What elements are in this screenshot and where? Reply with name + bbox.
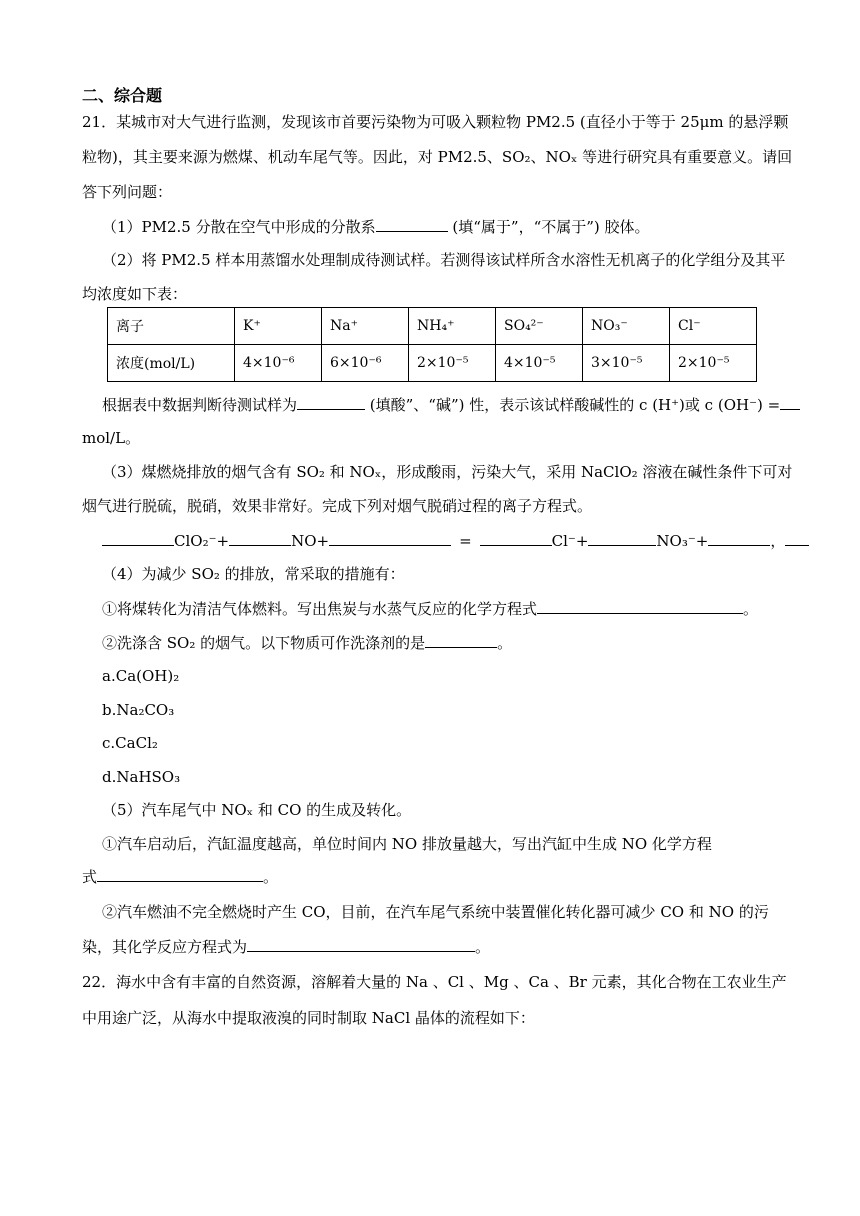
q21-part-5b-line-2	[82, 936, 490, 957]
table-header-cell: Cl⁻	[670, 308, 757, 345]
q21-part-5b-line-1: ②汽车燃油不完全燃烧时产生 CO，目前，在汽车尾气系统中装置催化转化器可减少 CO 和 NO 的污	[102, 903, 769, 921]
table-header-cell: K⁺	[235, 308, 322, 345]
q21-part-2-judge-hint: (填酸”、“碱”) 性，表示该试样酸碱性的 c (H⁺)或 c (OH⁻) =	[365, 396, 781, 414]
option-d: d.NaHSO₃	[102, 768, 181, 786]
q21-part-4a	[102, 598, 758, 619]
option-b: b.Na₂CO₃	[102, 701, 175, 719]
q21-part-1-text: （1）PM2.5 分散在空气中形成的分散系	[102, 218, 376, 236]
q22-line-2: 中用途广泛，从海水中提取液溴的同时制取 NaCl 晶体的流程如下：	[82, 1009, 535, 1027]
extra-blank[interactable]	[785, 530, 809, 546]
q21-part-2-unit: mol/L。	[82, 429, 141, 447]
q21-part-2-line-2: 均浓度如下表：	[82, 285, 188, 303]
answer-blank-6[interactable]	[97, 866, 263, 882]
q22-line-1: 22．海水中含有丰富的自然资源，溶解着大量的 Na 、Cl 、Mg 、Ca 、Br 元素，其化合物在工农业生产	[82, 973, 787, 991]
q21-part-2-line-1: （2）将 PM2.5 样本用蒸馏水处理制成待测试样。若测得该试样所含水溶性无机离子的化学组分及其平	[102, 251, 786, 269]
answer-blank-2[interactable]	[297, 394, 365, 410]
section-title: 二、综合题	[82, 86, 163, 105]
answer-blank-3[interactable]	[780, 394, 800, 410]
q21-part-2-judge-text: 根据表中数据判断待测试样为	[102, 396, 298, 414]
table-cell: 6×10⁻⁶	[322, 345, 409, 382]
ionic-equation	[102, 530, 809, 551]
eq-term-cl: Cl⁻+	[551, 532, 589, 550]
q21-part-5a-line-1: ①汽车启动后，汽缸温度越高，单位时间内 NO 排放量越大，写出汽缸中生成 NO 化学方程	[102, 835, 712, 853]
q21-part-5: （5）汽车尾气中 NOₓ 和 CO 的生成及转化。	[102, 801, 412, 819]
table-cell: 4×10⁻⁵	[496, 345, 583, 382]
table-cell: 3×10⁻⁵	[583, 345, 670, 382]
q21-part-5a-text: 式	[82, 868, 98, 886]
coef-blank-2[interactable]	[229, 530, 291, 546]
eq-term-no: NO+	[291, 532, 330, 550]
eq-term-no3: NO₃⁻+	[656, 532, 709, 550]
eq-term-clo2: ClO₂⁻+	[174, 532, 230, 550]
q21-part-2-judge	[102, 394, 800, 415]
table-cell: 2×10⁻⁵	[409, 345, 496, 382]
period: 。	[263, 868, 279, 886]
option-c: c.CaCl₂	[102, 734, 158, 752]
q21-line-1: 21．某城市对大气进行监测，发现该市首要污染物为可吸入颗粒物 PM2.5 (直径小于等于 25μm 的悬浮颗	[82, 113, 789, 131]
table-header-cell: Na⁺	[322, 308, 409, 345]
table-header-row	[108, 308, 757, 345]
eq-equals: =	[459, 532, 472, 550]
table-cell: 2×10⁻⁵	[670, 345, 757, 382]
answer-blank-7[interactable]	[247, 936, 475, 952]
table-header-cell: 离子	[108, 308, 235, 345]
table-header-cell: NO₃⁻	[583, 308, 670, 345]
coef-blank-4[interactable]	[588, 530, 656, 546]
product-blank[interactable]	[708, 530, 770, 546]
q21-part-1-hint: (填“属于”，“不属于”) 胶体。	[447, 218, 650, 236]
period: 。	[743, 600, 759, 618]
q21-part-4b-text: ②洗涤含 SO₂ 的烟气。以下物质可作洗涤剂的是	[102, 634, 426, 652]
q21-part-4b	[102, 632, 512, 653]
answer-blank-1[interactable]	[376, 216, 448, 232]
q21-part-4: （4）为减少 SO₂ 的排放，常采取的措施有：	[102, 565, 405, 583]
table-header-cell: NH₄⁺	[409, 308, 496, 345]
table-cell: 浓度(mol/L)	[108, 345, 235, 382]
coef-blank-1[interactable]	[102, 530, 174, 546]
answer-blank-4[interactable]	[537, 598, 743, 614]
q21-part-5b-text: 染，其化学反应方程式为	[82, 938, 248, 956]
ion-concentration-table	[107, 307, 757, 382]
q21-part-4a-text: ①将煤转化为清洁气体燃料。写出焦炭与水蒸气反应的化学方程式	[102, 600, 538, 618]
q21-part-5a-line-2	[82, 866, 278, 887]
option-a: a.Ca(OH)₂	[102, 667, 180, 685]
q21-part-3-line-1: （3）煤燃烧排放的烟气含有 SO₂ 和 NOₓ，形成酸雨，污染大气，采用 NaClO₂ 溶液在碱性条件下可对	[102, 463, 793, 481]
period: 。	[475, 938, 491, 956]
reactant-blank[interactable]	[329, 530, 451, 546]
coef-blank-3[interactable]	[480, 530, 552, 546]
period: 。	[497, 634, 513, 652]
q21-line-3: 答下列问题：	[82, 183, 173, 201]
q21-line-2: 粒物)，其主要来源为燃煤、机动车尾气等。因此，对 PM2.5、SO₂、NOₓ 等进行研究具有重要意义。请回	[82, 148, 793, 166]
table-header-cell: SO₄²⁻	[496, 308, 583, 345]
table-row	[108, 345, 757, 382]
table-cell: 4×10⁻⁶	[235, 345, 322, 382]
answer-blank-5[interactable]	[425, 632, 497, 648]
q21-part-1	[102, 216, 650, 237]
eq-comma: ，	[770, 532, 786, 550]
q21-part-3-line-2: 烟气进行脱硫，脱硝，效果非常好。完成下列对烟气脱硝过程的离子方程式。	[82, 497, 593, 515]
